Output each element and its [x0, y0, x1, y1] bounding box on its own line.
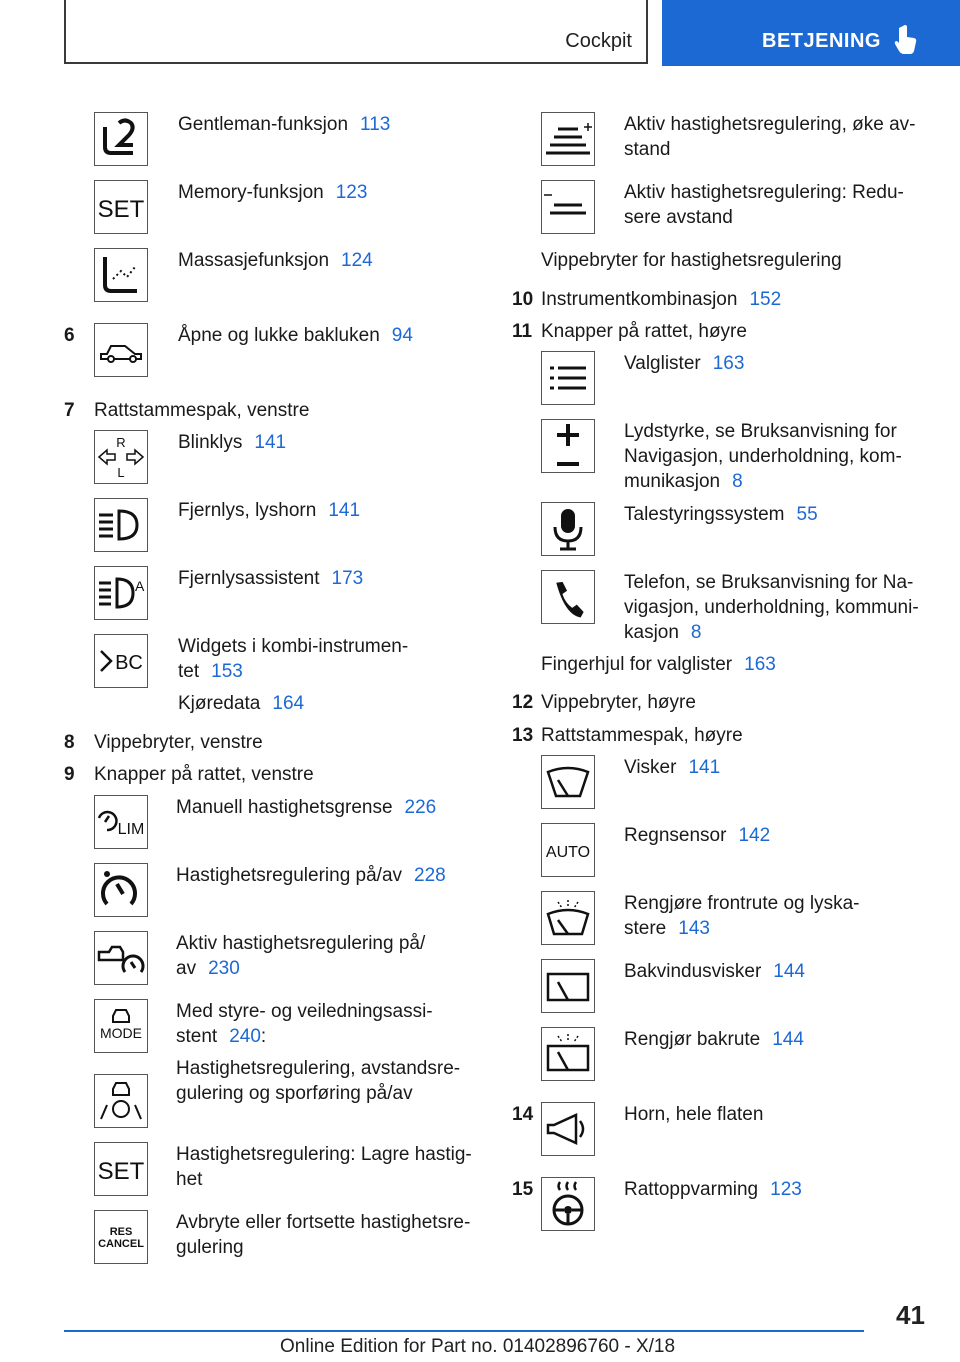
- distance-decrease-icon: [541, 180, 595, 234]
- wiper-icon: [541, 755, 595, 809]
- massage-icon: [94, 248, 148, 302]
- item7-text: Rattstammespak, venstre: [94, 400, 310, 421]
- fjernlys-text: Fjernlys, lyshorn 141: [178, 500, 361, 521]
- car-tailgate-icon: [94, 323, 148, 377]
- auto-icon: [541, 823, 595, 877]
- page-ref[interactable]: 164: [272, 693, 305, 714]
- svg-text:CANCEL: CANCEL: [98, 1238, 144, 1250]
- svg-text:R: R: [116, 435, 126, 450]
- set-speed-icon: [94, 1142, 148, 1196]
- phone-icon: [541, 570, 595, 624]
- page-ref[interactable]: 153: [211, 661, 243, 682]
- page-ref[interactable]: 163: [712, 353, 745, 374]
- svg-text:MODE: MODE: [100, 1025, 142, 1041]
- steering-heat-icon: [541, 1177, 595, 1231]
- turn-signal-icon: [94, 430, 148, 484]
- item-number: 7: [64, 400, 75, 421]
- visker-text: Visker 141: [624, 757, 721, 778]
- gentleman-text: Gentleman-funksjon 113: [178, 114, 391, 135]
- cruise-control-icon: [94, 863, 148, 917]
- memory-set-icon: [94, 180, 148, 234]
- page-ref[interactable]: 228: [414, 865, 446, 886]
- page-ref[interactable]: 123: [335, 182, 368, 203]
- item-number: 12: [512, 692, 534, 713]
- footer-divider: [64, 1330, 864, 1332]
- kjoredata-text: Kjøredata 164: [178, 693, 305, 714]
- page-ref[interactable]: 113: [360, 114, 391, 135]
- svg-text:L: L: [117, 465, 125, 480]
- telefon-text: Telefon, se Bruksanvisning for Na- vigasjon, underholdning, kommuni- kasjon 8: [624, 572, 919, 643]
- page-ref[interactable]: 8: [732, 471, 743, 492]
- svg-text:BC: BC: [115, 652, 143, 674]
- active-cruise-icon: [94, 931, 148, 985]
- svg-text:SET: SET: [97, 196, 145, 223]
- hand-pointer-icon: [894, 24, 920, 54]
- item9-text: Knapper på rattet, venstre: [94, 764, 314, 785]
- item-number: 15: [512, 1179, 534, 1200]
- item11-text: Knapper på rattet, høyre: [541, 321, 747, 342]
- svg-text:A: A: [135, 578, 145, 594]
- footer-edition: Online Edition for Part no. 01402896760 - X/18: [280, 1336, 676, 1357]
- item-number: 6: [64, 325, 75, 346]
- high-beam-icon: [94, 498, 148, 552]
- tale-text: Talestyringssystem 55: [624, 504, 818, 525]
- hastreg-text: Hastighetsregulering på/av 228: [176, 865, 446, 886]
- aktivhast-text: Aktiv hastighetsregulering på/ av 230: [176, 933, 426, 979]
- page-ref[interactable]: 152: [749, 289, 782, 310]
- bc-icon: [94, 634, 148, 688]
- massage-text: Massasjefunksjon 124: [178, 250, 373, 271]
- item14-text: Horn, hele flaten: [624, 1104, 764, 1125]
- page-ref[interactable]: 141: [254, 432, 287, 453]
- svg-text:LIM: LIM: [117, 821, 145, 838]
- header-section-box: [662, 0, 960, 66]
- fingerhjul-text: Fingerhjul for valglister 163: [541, 654, 776, 675]
- lydstyrke-text: Lydstyrke, se Bruksanvisning for Navigasjon, underholdning, kom- munikasjon 8: [624, 421, 902, 492]
- page-ref[interactable]: 143: [678, 918, 710, 939]
- page-ref[interactable]: 8: [690, 622, 702, 643]
- styre-text: Med styre- og veiledningsassi- stent 240:: [176, 1001, 433, 1047]
- page-ref[interactable]: 144: [772, 1029, 804, 1050]
- fjernlysassistent-text: Fjernlysassistent 173: [178, 568, 364, 589]
- page-number: 41: [896, 1300, 925, 1330]
- page-ref[interactable]: 55: [796, 504, 818, 525]
- item-number: 8: [64, 732, 75, 753]
- speed-limiter-icon: [94, 795, 148, 849]
- svg-text:RES: RES: [109, 1226, 133, 1238]
- chapter-title: Cockpit: [565, 30, 632, 52]
- item-number: 9: [64, 764, 75, 785]
- gentleman-icon: [94, 112, 148, 166]
- page-ref[interactable]: 142: [738, 825, 771, 846]
- rear-wiper-icon: [541, 959, 595, 1013]
- item-number: 14: [512, 1104, 534, 1125]
- microphone-icon: [541, 502, 595, 556]
- washer-icon: [541, 891, 595, 945]
- horn-icon: [541, 1102, 595, 1156]
- page-ref[interactable]: 173: [331, 568, 364, 589]
- section-title: BETJENING: [762, 30, 881, 52]
- driving-assistant-icon: [94, 1074, 148, 1128]
- page-ref[interactable]: 141: [688, 757, 721, 778]
- item15-text: Rattoppvarming 123: [624, 1179, 802, 1200]
- regnsensor-text: Regnsensor 142: [624, 825, 771, 846]
- item-number: 10: [512, 289, 534, 310]
- bakvindu-text: Bakvindusvisker 144: [624, 961, 805, 982]
- item-number: 11: [512, 321, 533, 342]
- rengjore-text: Rengjøre frontrute og lyska- stere 143: [624, 893, 860, 939]
- page-ref[interactable]: 124: [341, 250, 373, 271]
- list-icon: [541, 351, 595, 405]
- avbryte-text: Avbryte eller fortsette hastighetsre- gulering: [176, 1212, 471, 1258]
- widgets-text: Widgets i kombi-instrumen- tet 153: [178, 636, 409, 682]
- item-number: 13: [512, 725, 534, 746]
- page-ref[interactable]: 141: [328, 500, 361, 521]
- okeavstand-text: Aktiv hastighetsregulering, øke av- stand: [624, 114, 916, 160]
- page-ref[interactable]: 230: [208, 958, 240, 979]
- item6-text: Åpne og lukke bakluken 94: [178, 325, 413, 346]
- item8-text: Vippebryter, venstre: [94, 732, 263, 753]
- page-ref[interactable]: 94: [391, 325, 413, 346]
- vippehast-text: Vippebryter for hastighetsregulering: [541, 250, 842, 271]
- page-ref[interactable]: 240: [229, 1026, 261, 1047]
- item12-text: Vippebryter, høyre: [541, 692, 696, 713]
- page-ref[interactable]: 144: [773, 961, 805, 982]
- item10-text: Instrumentkombinasjon 152: [541, 289, 782, 310]
- distance-increase-icon: [541, 112, 595, 166]
- hastavst-text: Hastighetsregulering, avstandsre- gulering og sporføring på/av: [176, 1058, 461, 1104]
- res-cancel-icon: [94, 1210, 148, 1264]
- mode-icon: [94, 999, 148, 1053]
- svg-text:SET: SET: [97, 1158, 145, 1185]
- page-ref[interactable]: 163: [744, 654, 776, 675]
- manuell-text: Manuell hastighetsgrense 226: [176, 797, 437, 818]
- page-ref[interactable]: 226: [404, 797, 437, 818]
- blinklys-text: Blinklys 141: [178, 432, 287, 453]
- redavstand-text: Aktiv hastighetsregulering: Redu- sere avstand: [624, 182, 904, 228]
- header-chapter-box: [64, 0, 648, 64]
- page-ref[interactable]: 123: [770, 1179, 802, 1200]
- rear-washer-icon: [541, 1027, 595, 1081]
- memory-text: Memory-funksjon 123: [178, 182, 368, 203]
- valglister-text: Valglister 163: [624, 353, 745, 374]
- svg-text:AUTO: AUTO: [545, 844, 591, 861]
- lagre-text: Hastighetsregulering: Lagre hastig- het: [176, 1144, 472, 1190]
- rengjorbak-text: Rengjør bakrute 144: [624, 1029, 804, 1050]
- high-beam-assist-icon: [94, 566, 148, 620]
- volume-icon: [541, 419, 595, 473]
- item13-text: Rattstammespak, høyre: [541, 725, 743, 746]
